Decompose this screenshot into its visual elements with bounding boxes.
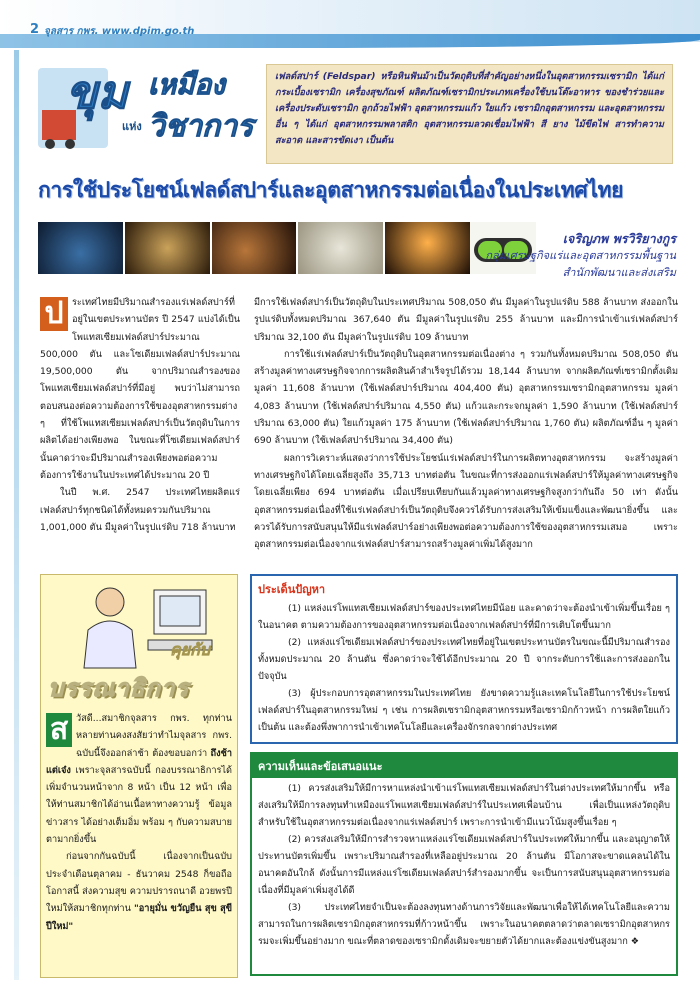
recommendations-box xyxy=(250,752,678,976)
header-text: จุลสาร กพร. www.dpim.go.th xyxy=(44,26,195,37)
logo-word-4: วิชาการ xyxy=(148,109,254,144)
photo-flower xyxy=(298,222,383,274)
right-paragraph-2: การใช้แร่เฟลด์สปาร์เป็นวัตถุดิบในอุตสาหกรรมต่อเนื่องต่าง ๆ รวมกันทั้งหมดปริมาณ 508,050 ตัน สร้างมูลค่าทางเศรษฐกิจจากการผลิตสินค้าสำเร็จรูปได้รวม 18,144 ล้านบาท จากผลิตภัณฑ์เซรามิกตั้งเดิมมูลค่า 11,608 ล้านบาท (ใช้เฟลด์สปาร์ปริมาณ 404,400 ตัน) อุตสาหกรรมเซรามิกอุตสาหกรรม มูลค่า 4,083 ล้านบาท (ใช้เฟลด์สปาร์ปริมาณ 4,550 ตัน) แก้วและกระจกมูลค่า 1,590 ล้านบาท (ใช้เฟลด์สปาร์ปริมาณ 63,000 ตัน) ใยแก้วมูลค่า 175 ล้านบาท (ใช้เฟลด์สปาร์ปริมาณ 1,760 ตัน) ผลิตภัณฑ์อื่น ๆ มูลค่า 690 ล้านบาท (ใช้เฟลด์สปาร์ปริมาณ 34,400 ตัน) xyxy=(254,348,678,447)
editor-paragraph-2 xyxy=(46,848,232,934)
problem-item: (3) ผู้ประกอบการอุตสาหกรรมในประเทศไทย ยังขาดความรู้และเทคโนโลยีในการใช้ประโยชน์เฟลด์สปาร์ในอุตสาหกรรมใหม่ ๆ เช่น การผลิตเซรามิกอุตสาหกรรมหรือเซรามิกก้าวหน้า การผลิตใยแก้ว เป็นต้น และต้องพึ่งพาการนำเข้าเทคโนโลยีและเครื่องจักรกลจากต่างประเทศ xyxy=(258,688,670,733)
intro-box: เฟลด์สปาร์ (Feldspar) หรือหินฟันม้าเป็นวัตถุดิบที่สำคัญอย่างหนึ่งในอุตสาหกรรมเซรามิก ได้แก่ กระเบื้องเซรามิก เครื่องสุขภัณฑ์ ผลิตภัณฑ์เซรามิกประเภทเครื่องใช้บนโต๊ะอาหาร ของชำร่วยและเครื่องประดับเซรามิก ลูกถ้วยไฟฟ้า อุตสาหกรรมแก้ว ใยแก้ว เซรามิกอุตสาหกรรม และอุตสาหกรรมอื่น ๆ ได้แก่ อุตสาหกรรมพลาสติก อุตสาหกรรมลวดเชื่อมไฟฟ้า สี ยาง ไม้ขีดไฟ สารทำความสะอาด และสารขัดเงา เป็นต้น xyxy=(266,64,673,164)
column-title-small: คุยกับ xyxy=(170,640,210,659)
editor-text-2: ก่อนจากกันฉบับนี้ เนื่องจากเป็นฉบับประจำเดือนตุลาคม - ธันวาคม 2548 ก็ขอถือโอกาสนี้ ส่งความสุข ความปรารถนาดี อวยพรปีใหม่ให้สมาชิกทุกท่าน xyxy=(46,851,232,915)
logo-word-3: แห่ง xyxy=(122,120,142,133)
photo-strip xyxy=(38,222,470,274)
problem-item: (1) แหล่งแร่โพแทสเซียมเฟลด์สปาร์ของประเทศไทยมีน้อย และคาดว่าจะต้องนำเข้าเพิ่มขึ้นเรื่อย ๆ ในอนาคต ตามความต้องการของอุตสาหกรรมต่อเนื่องจากเฟลด์สปาร์ที่มีการเติบโตขึ้นมาก xyxy=(258,603,670,631)
author-group: กลุ่มเศรษฐกิจแร่และอุตสาหกรรมพื้นฐาน xyxy=(485,249,676,262)
left-rule xyxy=(14,50,19,980)
dropcap: ป xyxy=(40,297,68,331)
left-column xyxy=(40,294,240,572)
right-paragraph-1: มีการใช้เฟลด์สปาร์เป็นวัตถุดิบในประเทศปริมาณ 508,050 ตัน มีมูลค่าในรูปแร่ดิบ 588 ล้านบาท ส่งออกในรูปแร่ดิบทั้งหมดปริมาณ 367,640 ตัน มีมูลค่าในรูปแร่ดิบ 255 ล้านบาท และมีการนำเข้าแร่เฟลด์สปาร์ปริมาณ 32,100 ตัน มีมูลค่าในรูปแร่ดิบ 109 ล้านบาท xyxy=(254,297,678,343)
problems-box xyxy=(250,574,678,744)
problems-body xyxy=(252,600,676,736)
column-title: บรรณาธิการ xyxy=(48,674,190,702)
logo-word-2: เหมือง xyxy=(148,68,225,101)
recommend-item: (2) ควรส่งเสริมให้มีการสำรวจหาแหล่งแร่โซเดียมเฟลด์สปาร์ในประเทศให้มากขึ้น และอนุญาตให้ประทานบัตรเพิ่มขึ้น เพราะปริมาณสำรองที่เหลืออยู่ประมาณ 20 ล้านตัน มีโอกาสจะขาดแคลนได้ในอนาคตอันใกล้ ดังนั้นการมีแหล่งแร่โซเดียมเฟลด์สปาร์สำรองมากขึ้น จะเป็นการสนับสนุนอุตสาหกรรมต่อเนื่องที่มีมูลค่าเพิ่มสูงได้ดี xyxy=(258,834,670,896)
photo-tableware xyxy=(38,222,123,274)
photo-cups xyxy=(125,222,210,274)
recommend-item: (3) ประเทศไทยจำเป็นจะต้องลงทุนทางด้านการวิจัยและพัฒนาเพื่อให้ได้เทคโนโลยีและความสามารถในการผลิตเซรามิกอุตสาหกรรมที่ก้าวหน้าขึ้น เพราะในอนาคตตลาดว่าตลาดเซรามิกอุตสาหกรรมจะเพิ่มขึ้นอย่างมาก ขณะที่ตลาดของเซรามิกดั้งเดิมจะขยายตัวได้ยากและต้องแข่งขันสูงมาก ❖ xyxy=(258,902,670,947)
problems-heading: ประเด็นปัญหา xyxy=(258,583,326,596)
dropcap: ส xyxy=(46,713,72,747)
author-name: เจริญภพ พรวิริยางกูร xyxy=(562,231,676,246)
page-number: 2 xyxy=(30,22,40,37)
left-paragraph-1: ระเทศไทยมีปริมาณสำรองแร่เฟลด์สปาร์ที่อยู่ในเขตประทานบัตร ปี 2547 แบ่งได้เป็น โพแทสเซียมเฟลด์สปาร์ประมาณ 500,000 ตัน และโซเดียมเฟลด์สปาร์ประมาณ 19,500,000 ตัน จากปริมาณสำรองของโพแทสเซียมเฟลด์สปาร์ที่มีอยู่ พบว่าไม่สามารถตอบสนองต่อความต้องการใช้ของอุตสาหกรรมต่าง ๆ ที่ใช้โพแทสเซียมเฟลด์สปาร์เป็นวัตถุดิบในการผลิตได้อย่างเพียงพอ ในขณะที่โซเดียมเฟลด์สปาร์นั้นคาดว่าจะมีปริมาณสำรองเพียงพอต่อความต้องการใช้งานในประเทศได้ประมาณ 20 ปี xyxy=(40,297,240,481)
author-office: สำนักพัฒนาและส่งเสริม xyxy=(562,266,676,279)
right-paragraph-3: ผลการวิเคราะห์แสดงว่าการใช้ประโยชน์แร่เฟลด์สปาร์ในการผลิตทางอุตสาหกรรม จะสร้างมูลค่าทางเศรษฐกิจได้โดยเฉลี่ยสูงถึง 35,713 บาทต่อตัน ในขณะที่การส่งออกแร่เฟลด์สปาร์ให้มูลค่าทางเศรษฐกิจโดยเฉลี่ยเพียง 694 บาทต่อตัน เมื่อเปรียบเทียบกันแล้วมูลค่าทางเศรษฐกิจสูงกว่ากันถึง 50 เท่า ดังนั้นอุตสาหกรรมต่อเนื่องที่ใช้แร่เฟลด์สปาร์เป็นวัตถุดิบจึงควรได้รับการส่งเสริมให้เข้มแข็งและพัฒนายิ่งขึ้น และควรได้รับการสนับสนุนให้มีแร่เฟลด์สปาร์อย่างเพียงพอต่อความต้องการใช้ของอุตสาหกรรมเสมอ เพราะอุตสาหกรรมต่อเนื่องจากแร่เฟลด์สปาร์สามารถสร้างมูลค่าเพิ่มได้สูงมาก xyxy=(254,452,678,551)
right-column xyxy=(254,294,678,568)
editor-column-body xyxy=(46,710,232,935)
editor-text-1: วัสดี...สมาชิกจุลสาร กพร. ทุกท่าน หลายท่านคงสงสัยว่าทำไมจุลสาร กพร. ฉบับนี้จึงออกล่าช้า ต้องขอบอกว่า xyxy=(76,713,232,759)
problem-item: (2) แหล่งแร่โซเดียมเฟลด์สปาร์ของประเทศไทยที่อยู่ในเขตประทานบัตรในขณะนี้มีปริมาณสำรองทั้งหมดประมาณ 20 ล้านตัน ซึ่งคาดว่าจะใช้ได้อีกประมาณ 20 ปี จากระดับการใช้และการส่งออกในปัจจุบัน xyxy=(258,637,670,682)
photo-trophies xyxy=(212,222,297,274)
editor-text-1b: เพราะจุลสารฉบับนี้ กองบรรณาธิการได้เพิ่มจำนวนหน้าจาก 8 หน้า เป็น 12 หน้า เพื่อให้ท่านสมาชิกได้อ่านเนื้อหาทางความรู้ ข้อมูล ข่าวสาร ได้อย่างเต็มอิ่ม พร้อม ๆ กับความสบายตามากยิ่งขึ้น xyxy=(46,764,232,846)
logo-graphic xyxy=(36,60,261,152)
recommendations-heading: ความเห็นและข้อเสนอแนะ xyxy=(252,754,676,778)
editor-bold-1: ถึงช้า แต่เจ๋ง xyxy=(46,747,232,776)
recommendations-body xyxy=(252,778,676,952)
author-block xyxy=(485,230,676,281)
article-title: การใช้ประโยชน์เฟลด์สปาร์และอุตสาหกรรมต่อเนื่องในประเทศไทย xyxy=(38,178,624,202)
left-paragraph-2: ในปี พ.ศ. 2547 ประเทศไทยผลิตแร่เฟลด์สปาร์ทุกชนิดได้ทั้งหมดรวมกันปริมาณ 1,001,000 ตัน มีมูลค่าในรูปแร่ดิบ 718 ล้านบาท xyxy=(40,487,240,533)
photo-candle xyxy=(385,222,470,274)
section-logo xyxy=(36,60,261,152)
logo-word-1: ขุม xyxy=(66,65,128,119)
recommend-item: (1) ควรส่งเสริมให้มีการหาแหล่งนำเข้าแร่โพแทสเซียมเฟลด์สปาร์ในต่างประเทศให้มากขึ้น หรือส่งเสริมให้มีการลงทุนทำเหมืองแร่โพแทสเซียมเฟลด์สปาร์ในประเทศเพื่อนบ้าน เพื่อเป็นแหล่งวัตถุดิบสำหรับใช้ในอุตสาหกรรมต่อเนื่องจากแร่เฟลด์สปาร์ เพราะการนำเข้ามีแนวโน้มสูงขึ้นเรื่อย ๆ xyxy=(258,783,670,828)
editor-bold-2: "อายุมั่น ขวัญยืน สุข สุขี ปีใหม่" xyxy=(46,903,232,932)
